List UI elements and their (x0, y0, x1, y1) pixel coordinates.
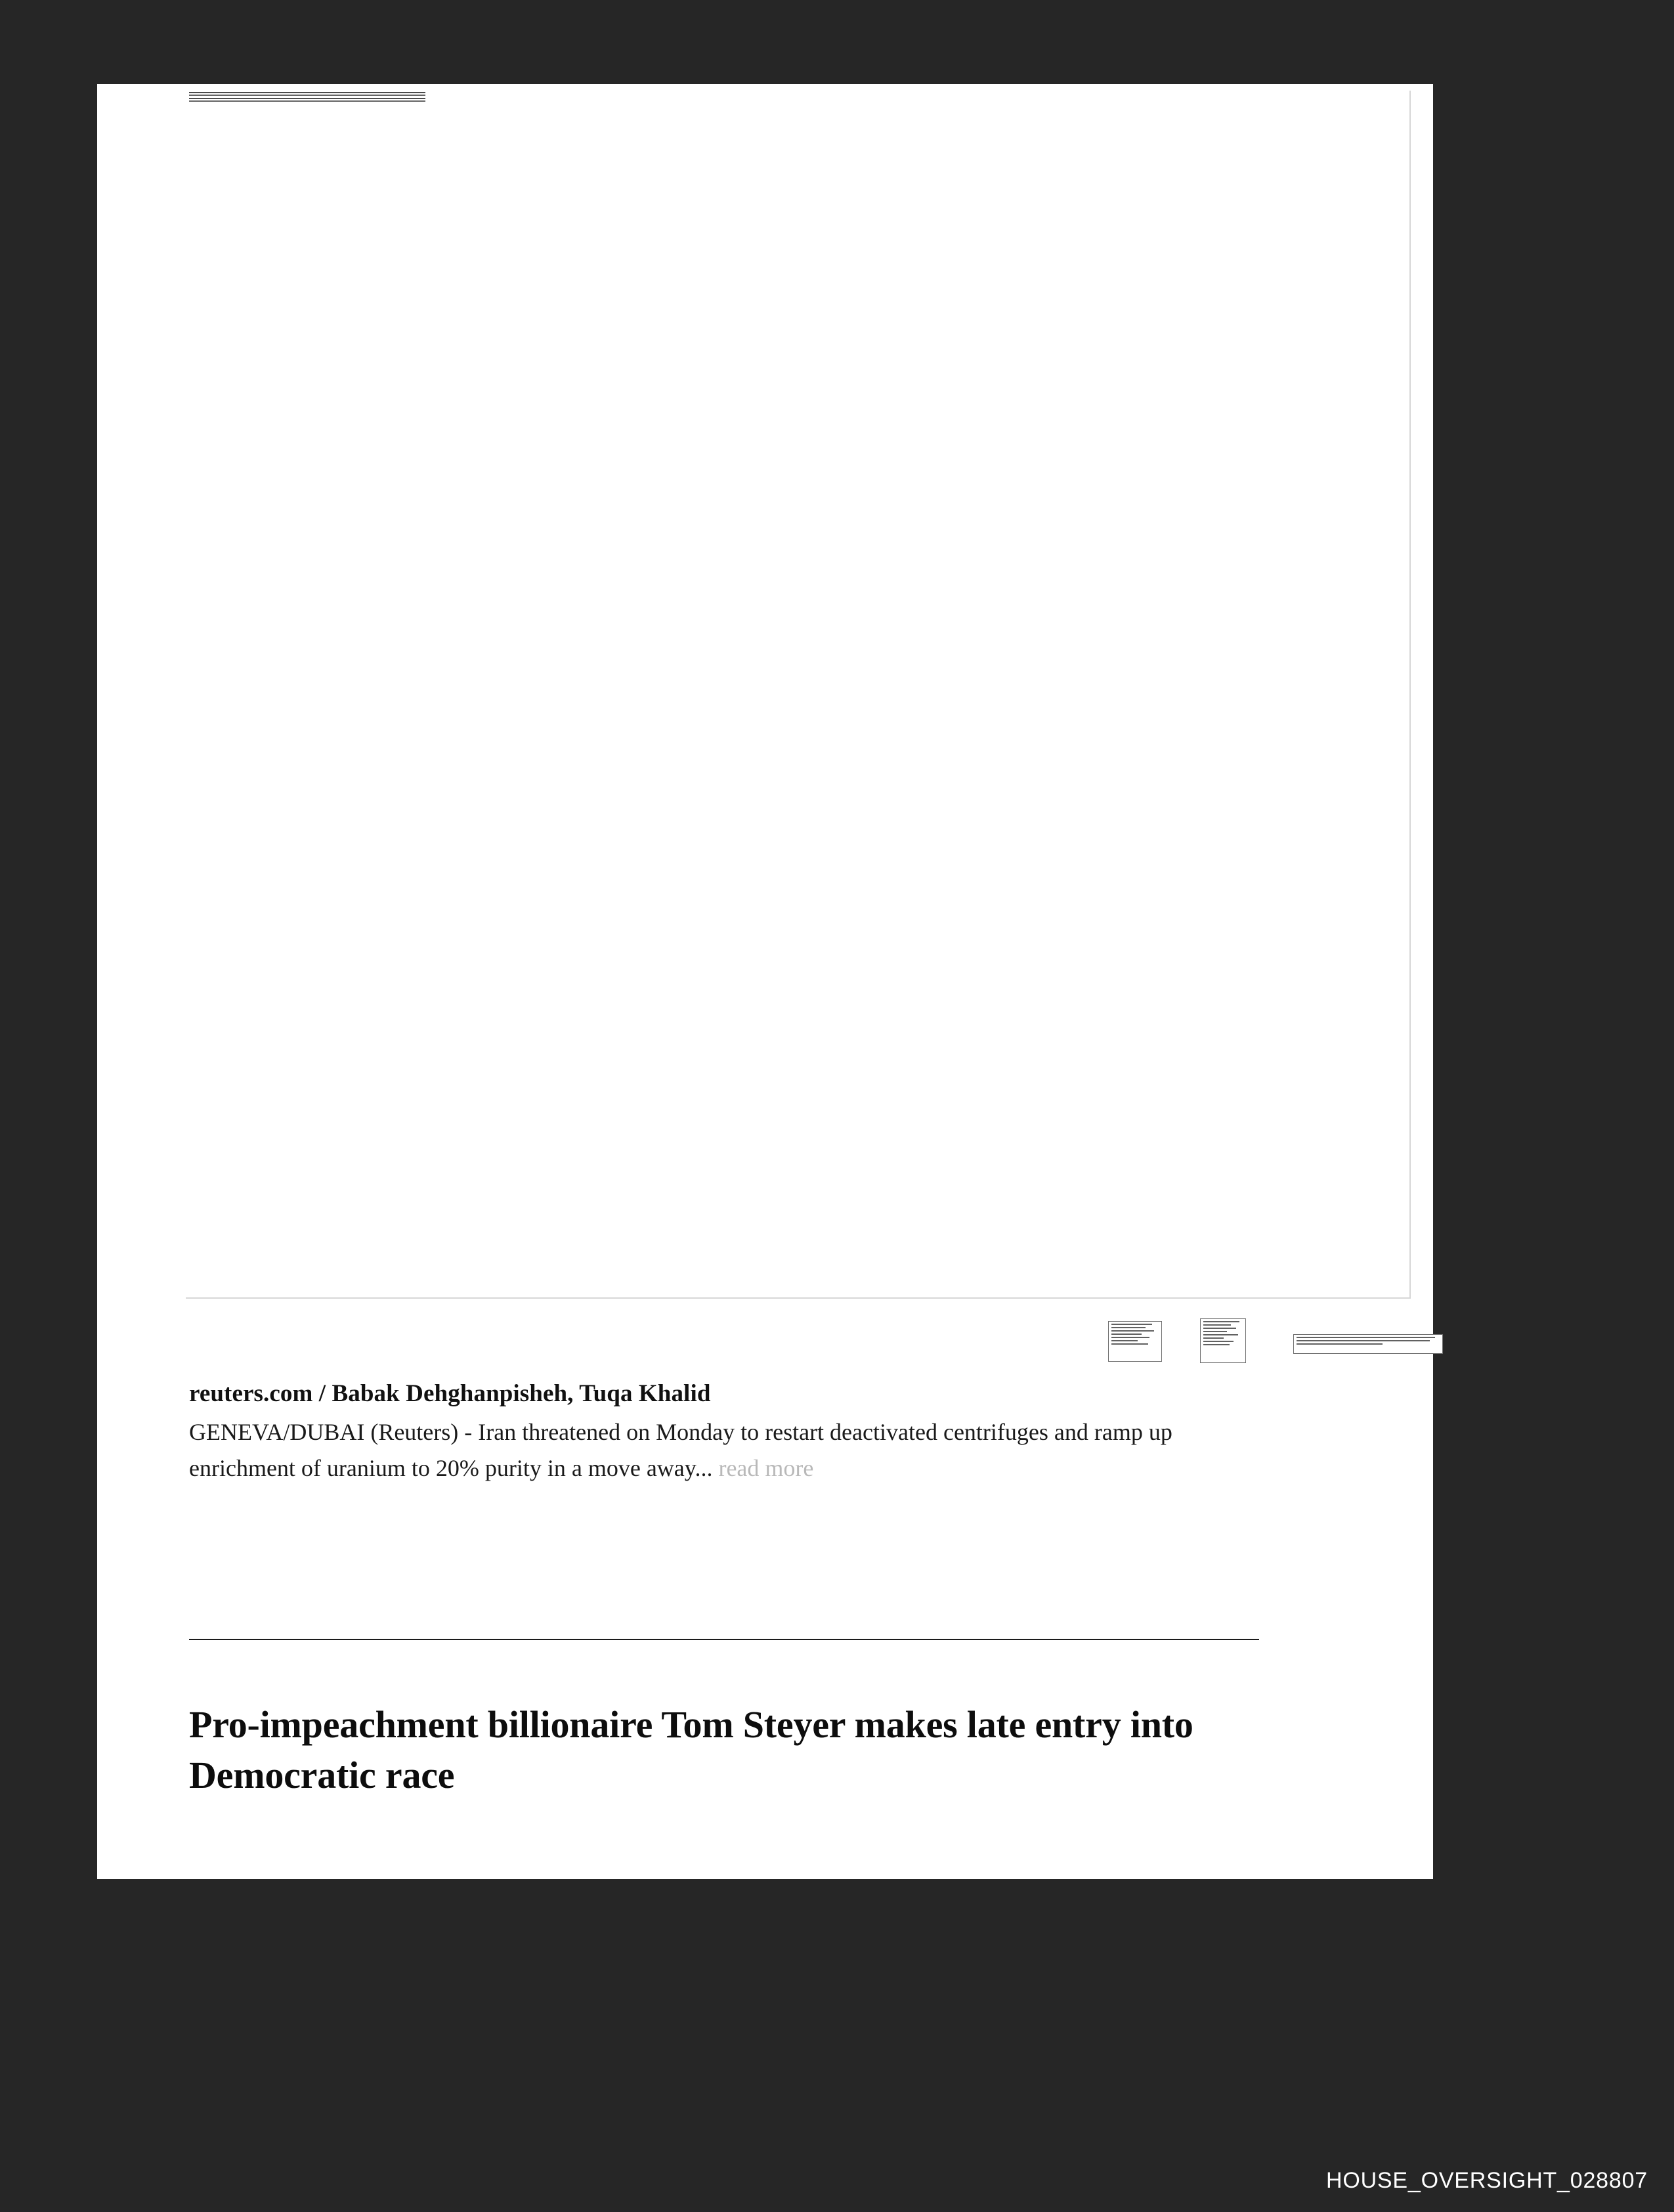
thumbnail-item (1200, 1318, 1246, 1363)
bates-stamp: HOUSE_OVERSIGHT_028807 (1325, 2168, 1648, 2193)
article-summary (189, 1414, 1279, 1486)
article-headline: Pro-impeachment billionaire Tom Steyer makes late entry into Democratic race (189, 1703, 1193, 1797)
thumbnail-item (1293, 1334, 1443, 1354)
article-byline: reuters.com / Babak Dehghanpisheh, Tuqa Khalid (189, 1380, 711, 1407)
redacted-text-block (189, 92, 425, 104)
read-more-link[interactable]: read more (718, 1454, 814, 1481)
article-summary-text: GENEVA/DUBAI (Reuters) - Iran threatened on Monday to restart deactivated centrifuges and ramp up enrichment of uranium to 20% purity in a move away... (189, 1419, 1172, 1481)
article-image-placeholder (186, 91, 1411, 1299)
thumbnail-item (1108, 1321, 1162, 1362)
thumbnail-row (1108, 1317, 1449, 1364)
section-divider (189, 1639, 1259, 1640)
document-page (97, 84, 1433, 1879)
article-entry (189, 1379, 1350, 1486)
